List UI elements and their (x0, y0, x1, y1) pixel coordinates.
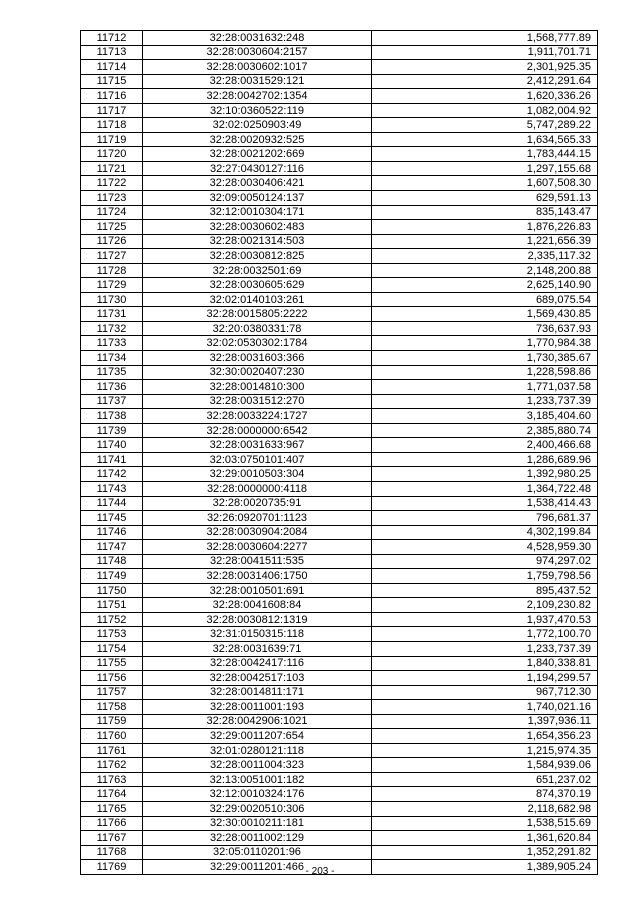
row-number-cell: 11754 (81, 641, 143, 656)
cadastral-number-cell: 32:09:0050124:137 (143, 191, 372, 206)
row-number-cell: 11768 (81, 845, 143, 860)
cadastral-number-cell: 32:28:0031529:121 (143, 74, 372, 89)
amount-cell: 1,584,939.06 (372, 758, 598, 773)
cadastral-number-cell: 32:28:0030904:2084 (143, 525, 372, 540)
table-row (81, 176, 598, 191)
table-row (81, 351, 598, 366)
row-number-cell: 11712 (81, 31, 143, 46)
amount-cell: 1,215,974.35 (372, 743, 598, 758)
cadastral-number-cell: 32:28:0031512:270 (143, 394, 372, 409)
amount-cell: 1,286,689.96 (372, 452, 598, 467)
cadastral-number-cell: 32:28:0030602:483 (143, 220, 372, 235)
amount-cell: 1,221,656.39 (372, 234, 598, 249)
table-row (81, 772, 598, 787)
table-row (81, 132, 598, 147)
row-number-cell: 11730 (81, 292, 143, 307)
amount-cell: 2,625,140.90 (372, 278, 598, 293)
cadastral-number-cell: 32:28:0030406:421 (143, 176, 372, 191)
amount-cell: 1,352,291.82 (372, 845, 598, 860)
row-number-cell: 11728 (81, 263, 143, 278)
table-row (81, 89, 598, 104)
cadastral-number-cell: 32:28:0032501:69 (143, 263, 372, 278)
cadastral-number-cell: 32:27:0430127:116 (143, 161, 372, 176)
row-number-cell: 11740 (81, 438, 143, 453)
row-number-cell: 11743 (81, 481, 143, 496)
amount-cell: 1,759,798.56 (372, 569, 598, 584)
table-row (81, 787, 598, 802)
amount-cell: 967,712.30 (372, 685, 598, 700)
cadastral-number-cell: 32:28:0030602:1017 (143, 60, 372, 75)
amount-cell: 1,770,984.38 (372, 336, 598, 351)
amount-cell: 1,392,980.25 (372, 467, 598, 482)
row-number-cell: 11751 (81, 598, 143, 613)
amount-cell: 1,772,100.70 (372, 627, 598, 642)
cadastral-number-cell: 32:12:0010324:176 (143, 787, 372, 802)
row-number-cell: 11766 (81, 816, 143, 831)
amount-cell: 1,569,430.85 (372, 307, 598, 322)
row-number-cell: 11724 (81, 205, 143, 220)
table-row (81, 481, 598, 496)
cadastral-number-cell: 32:05:0110201:96 (143, 845, 372, 860)
row-number-cell: 11723 (81, 191, 143, 206)
amount-cell: 1,607,508.30 (372, 176, 598, 191)
row-number-cell: 11750 (81, 583, 143, 598)
row-number-cell: 11763 (81, 772, 143, 787)
row-number-cell: 11748 (81, 554, 143, 569)
table-row (81, 103, 598, 118)
table-row (81, 540, 598, 555)
cadastral-number-cell: 32:28:0042906:1021 (143, 714, 372, 729)
cadastral-number-cell: 32:28:0020735:91 (143, 496, 372, 511)
amount-cell: 1,568,777.89 (372, 31, 598, 46)
cadastral-number-cell: 32:10:0360522:119 (143, 103, 372, 118)
amount-cell: 1,876,226.83 (372, 220, 598, 235)
cadastral-number-cell: 32:02:0250903:49 (143, 118, 372, 133)
row-number-cell: 11717 (81, 103, 143, 118)
table-row (81, 467, 598, 482)
table-row (81, 612, 598, 627)
row-number-cell: 11755 (81, 656, 143, 671)
amount-cell: 1,840,338.81 (372, 656, 598, 671)
row-number-cell: 11721 (81, 161, 143, 176)
row-number-cell: 11753 (81, 627, 143, 642)
table-row (81, 627, 598, 642)
amount-cell: 1,389,905.24 (372, 860, 598, 875)
row-number-cell: 11739 (81, 423, 143, 438)
amount-cell: 1,364,722.48 (372, 481, 598, 496)
amount-cell: 1,740,021.16 (372, 700, 598, 715)
amount-cell: 4,302,199.84 (372, 525, 598, 540)
row-number-cell: 11720 (81, 147, 143, 162)
amount-cell: 736,637.93 (372, 321, 598, 336)
cadastral-number-cell: 32:01:0280121:118 (143, 743, 372, 758)
cadastral-number-cell: 32:28:0030812:1319 (143, 612, 372, 627)
cadastral-number-cell: 32:28:0041511:535 (143, 554, 372, 569)
amount-cell: 2,109,230.82 (372, 598, 598, 613)
amount-cell: 1,654,356.23 (372, 729, 598, 744)
table-row (81, 729, 598, 744)
amount-cell: 2,301,925.35 (372, 60, 598, 75)
cadastral-number-cell: 32:28:0010501:691 (143, 583, 372, 598)
row-number-cell: 11767 (81, 831, 143, 846)
row-number-cell: 11727 (81, 249, 143, 264)
records-table (80, 30, 598, 875)
cadastral-number-cell: 32:28:0031406:1750 (143, 569, 372, 584)
row-number-cell: 11735 (81, 365, 143, 380)
cadastral-number-cell: 32:28:0031603:366 (143, 351, 372, 366)
table-row (81, 161, 598, 176)
cadastral-number-cell: 32:28:0042702:1354 (143, 89, 372, 104)
table-row (81, 583, 598, 598)
table-row (81, 292, 598, 307)
amount-cell: 689,075.54 (372, 292, 598, 307)
table-row (81, 45, 598, 60)
amount-cell: 651,237.02 (372, 772, 598, 787)
cadastral-number-cell: 32:31:0150315:118 (143, 627, 372, 642)
row-number-cell: 11713 (81, 45, 143, 60)
amount-cell: 974,297.02 (372, 554, 598, 569)
amount-cell: 629,591.13 (372, 191, 598, 206)
cadastral-number-cell: 32:28:0042517:103 (143, 671, 372, 686)
amount-cell: 1,783,444.15 (372, 147, 598, 162)
cadastral-number-cell: 32:28:0011002:129 (143, 831, 372, 846)
row-number-cell: 11752 (81, 612, 143, 627)
row-number-cell: 11738 (81, 409, 143, 424)
table-row (81, 191, 598, 206)
table-row (81, 234, 598, 249)
row-number-cell: 11756 (81, 671, 143, 686)
amount-cell: 796,681.37 (372, 511, 598, 526)
table-row (81, 656, 598, 671)
amount-cell: 1,538,515.69 (372, 816, 598, 831)
row-number-cell: 11742 (81, 467, 143, 482)
cadastral-number-cell: 32:20:0380331:78 (143, 321, 372, 336)
amount-cell: 2,335,117.32 (372, 249, 598, 264)
table-row (81, 598, 598, 613)
table-row (81, 569, 598, 584)
table-row (81, 394, 598, 409)
table-row (81, 554, 598, 569)
table-row (81, 423, 598, 438)
table-row (81, 380, 598, 395)
cadastral-number-cell: 32:02:0530302:1784 (143, 336, 372, 351)
table-row (81, 409, 598, 424)
amount-cell: 1,233,737.39 (372, 394, 598, 409)
table-row (81, 525, 598, 540)
row-number-cell: 11761 (81, 743, 143, 758)
cadastral-number-cell: 32:28:0042417:116 (143, 656, 372, 671)
amount-cell: 1,620,336.26 (372, 89, 598, 104)
row-number-cell: 11762 (81, 758, 143, 773)
cadastral-number-cell: 32:30:0020407:230 (143, 365, 372, 380)
row-number-cell: 11718 (81, 118, 143, 133)
cadastral-number-cell: 32:29:0020510:306 (143, 801, 372, 816)
row-number-cell: 11741 (81, 452, 143, 467)
amount-cell: 1,730,385.67 (372, 351, 598, 366)
cadastral-number-cell: 32:28:0021314:503 (143, 234, 372, 249)
table-row (81, 714, 598, 729)
table-row (81, 743, 598, 758)
cadastral-number-cell: 32:29:0011207:654 (143, 729, 372, 744)
table-row (81, 496, 598, 511)
row-number-cell: 11744 (81, 496, 143, 511)
row-number-cell: 11758 (81, 700, 143, 715)
cadastral-number-cell: 32:28:0015805:2222 (143, 307, 372, 322)
amount-cell: 5,747,289.22 (372, 118, 598, 133)
row-number-cell: 11759 (81, 714, 143, 729)
row-number-cell: 11715 (81, 74, 143, 89)
cadastral-number-cell: 32:28:0041608:84 (143, 598, 372, 613)
table-row (81, 816, 598, 831)
row-number-cell: 11745 (81, 511, 143, 526)
table-row (81, 31, 598, 46)
row-number-cell: 11764 (81, 787, 143, 802)
table-row (81, 60, 598, 75)
cadastral-number-cell: 32:28:0030604:2157 (143, 45, 372, 60)
row-number-cell: 11714 (81, 60, 143, 75)
amount-cell: 1,911,701.71 (372, 45, 598, 60)
records-table-body (81, 31, 598, 875)
amount-cell: 1,233,737.39 (372, 641, 598, 656)
table-row (81, 249, 598, 264)
cadastral-number-cell: 32:30:0010211:181 (143, 816, 372, 831)
table-row (81, 452, 598, 467)
table-row (81, 147, 598, 162)
amount-cell: 1,538,414.43 (372, 496, 598, 511)
cadastral-number-cell: 32:28:0014811:171 (143, 685, 372, 700)
cadastral-number-cell: 32:28:0000000:6542 (143, 423, 372, 438)
cadastral-number-cell: 32:28:0031639:71 (143, 641, 372, 656)
cadastral-number-cell: 32:02:0140103:261 (143, 292, 372, 307)
row-number-cell: 11760 (81, 729, 143, 744)
table-row (81, 365, 598, 380)
table-row (81, 336, 598, 351)
amount-cell: 874,370.19 (372, 787, 598, 802)
cadastral-number-cell: 32:28:0030605:629 (143, 278, 372, 293)
amount-cell: 2,118,682.98 (372, 801, 598, 816)
table-row (81, 74, 598, 89)
table-row (81, 685, 598, 700)
amount-cell: 2,400,466.68 (372, 438, 598, 453)
cadastral-number-cell: 32:28:0030604:2277 (143, 540, 372, 555)
amount-cell: 2,412,291.64 (372, 74, 598, 89)
row-number-cell: 11769 (81, 860, 143, 875)
amount-cell: 1,771,037.58 (372, 380, 598, 395)
amount-cell: 1,297,155.68 (372, 161, 598, 176)
cadastral-number-cell: 32:29:0010503:304 (143, 467, 372, 482)
cadastral-number-cell: 32:03:0750101:407 (143, 452, 372, 467)
row-number-cell: 11747 (81, 540, 143, 555)
amount-cell: 4,528,959.30 (372, 540, 598, 555)
row-number-cell: 11734 (81, 351, 143, 366)
row-number-cell: 11722 (81, 176, 143, 191)
table-row (81, 801, 598, 816)
amount-cell: 1,361,620.84 (372, 831, 598, 846)
cadastral-number-cell: 32:28:0031632:248 (143, 31, 372, 46)
row-number-cell: 11731 (81, 307, 143, 322)
table-row (81, 321, 598, 336)
row-number-cell: 11716 (81, 89, 143, 104)
cadastral-number-cell: 32:28:0011001:193 (143, 700, 372, 715)
amount-cell: 1,228,598.86 (372, 365, 598, 380)
cadastral-number-cell: 32:28:0021202:669 (143, 147, 372, 162)
table-row (81, 118, 598, 133)
amount-cell: 895,437.52 (372, 583, 598, 598)
table-row (81, 641, 598, 656)
table-row (81, 220, 598, 235)
row-number-cell: 11736 (81, 380, 143, 395)
cadastral-number-cell: 32:28:0033224:1727 (143, 409, 372, 424)
cadastral-number-cell: 32:28:0031633:967 (143, 438, 372, 453)
table-row (81, 700, 598, 715)
row-number-cell: 11765 (81, 801, 143, 816)
cadastral-number-cell: 32:26:0920701:1123 (143, 511, 372, 526)
amount-cell: 3,185,404.60 (372, 409, 598, 424)
table-row (81, 278, 598, 293)
row-number-cell: 11757 (81, 685, 143, 700)
amount-cell: 1,634,565.33 (372, 132, 598, 147)
row-number-cell: 11729 (81, 278, 143, 293)
row-number-cell: 11733 (81, 336, 143, 351)
cadastral-number-cell: 32:13:0051001:182 (143, 772, 372, 787)
table-row (81, 263, 598, 278)
cadastral-number-cell: 32:28:0014810:300 (143, 380, 372, 395)
row-number-cell: 11719 (81, 132, 143, 147)
row-number-cell: 11732 (81, 321, 143, 336)
cadastral-number-cell: 32:28:0020932:525 (143, 132, 372, 147)
amount-cell: 1,397,936.11 (372, 714, 598, 729)
cadastral-number-cell: 32:28:0011004:323 (143, 758, 372, 773)
amount-cell: 2,385,880.74 (372, 423, 598, 438)
page-number: - 203 - (305, 866, 335, 877)
table-row (81, 438, 598, 453)
cadastral-number-cell: 32:29:0011201:466 (143, 860, 372, 875)
table-row (81, 758, 598, 773)
table-row (81, 831, 598, 846)
row-number-cell: 11746 (81, 525, 143, 540)
row-number-cell: 11737 (81, 394, 143, 409)
row-number-cell: 11749 (81, 569, 143, 584)
table-row (81, 205, 598, 220)
row-number-cell: 11726 (81, 234, 143, 249)
table-row (81, 845, 598, 860)
amount-cell: 2,148,200.88 (372, 263, 598, 278)
amount-cell: 1,937,470.53 (372, 612, 598, 627)
table-row (81, 511, 598, 526)
cadastral-number-cell: 32:28:0030812:825 (143, 249, 372, 264)
amount-cell: 1,082,004.92 (372, 103, 598, 118)
amount-cell: 835,143.47 (372, 205, 598, 220)
amount-cell: 1,194,299.57 (372, 671, 598, 686)
row-number-cell: 11725 (81, 220, 143, 235)
table-row (81, 307, 598, 322)
cadastral-number-cell: 32:12:0010304:171 (143, 205, 372, 220)
cadastral-number-cell: 32:28:0000000:4118 (143, 481, 372, 496)
table-row (81, 671, 598, 686)
